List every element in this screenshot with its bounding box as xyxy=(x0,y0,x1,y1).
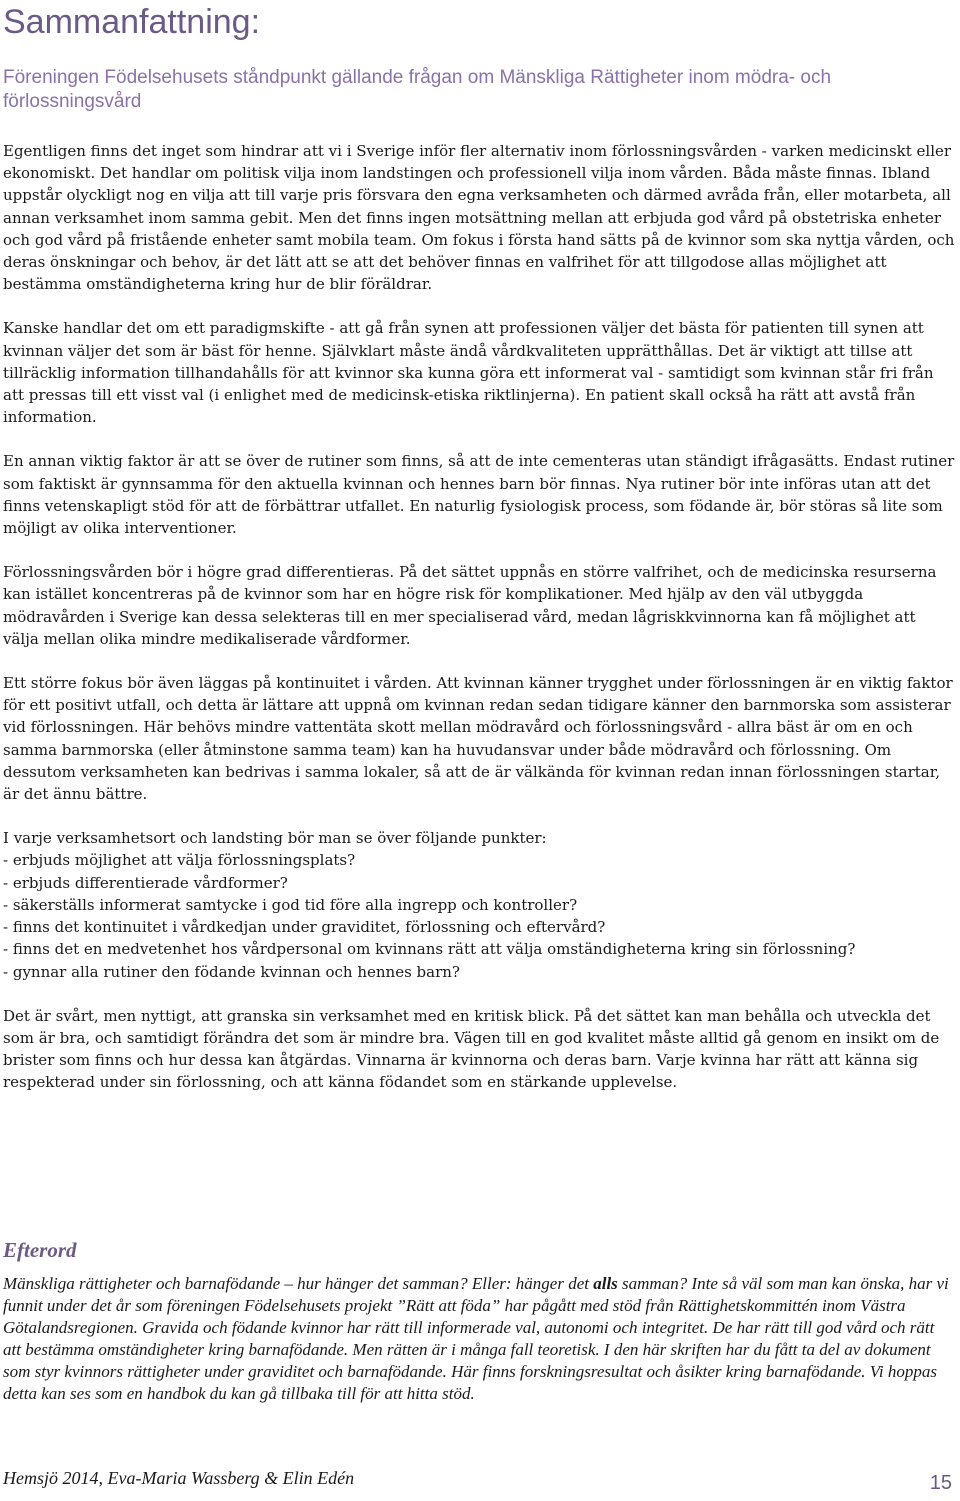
afterword-bold-word: alls xyxy=(593,1274,618,1293)
footer-credit: Hemsjö 2014, Eva-Maria Wassberg & Elin Edén xyxy=(3,1468,355,1488)
summary-body xyxy=(3,140,955,1116)
list-item: - finns det en medvetenhet hos vårdpersonal om kvinnans rätt att välja omständigheterna kring sin förlossning? xyxy=(3,940,856,959)
afterword-text-start: Mänskliga rättigheter och barnafödande – hur hänger det samman? Eller: hänger det xyxy=(3,1274,594,1293)
afterword-text-end: samman? Inte så väl som man kan önska, har vi funnit under det år som föreningen Födelsehusets projekt ”Rätt att föda” har pågått med stöd från Rättighetskommittén inom Västra Götalandsregionen. Gravida och födande kvinnor har rätt till informerade val, autonomi och integritet. De har rätt till god vård och rätt att bestämma omständigheter kring barnafödande. Men rätten är i många fall teoretisk. I den här skriften har du fått ta del av dokument som styr kvinnors rättigheter under graviditet och barnafödande. Här finns forskningsresultat och åsikter kring barnafödande. Vi hoppas detta kan ses som en handbok du kan gå tillbaka till för att hitta stöd. xyxy=(3,1274,949,1404)
afterword-text xyxy=(3,1273,955,1406)
paragraph-2: Kanske handlar det om ett paradigmskifte - att gå från synen att professionen väljer det bästa för patienten till synen att kvinnan väljer det som är bäst för henne. Självklart måste ändå vårdkvaliteten upprätthållas. Det är viktigt att tillse att tillräcklig information tillhandahålls för att kvinnor ska kunna göra ett informerat val - samtidigt som kvinnan står fri från att pressas till ett visst val (i enlighet med de medicinsk-etiska riktlinjerna). En patient skall också ha rätt att avstå från information. xyxy=(3,319,934,427)
list-item: - säkerställs informerat samtycke i god tid före alla ingrepp och kontroller? xyxy=(3,895,578,914)
page-title: Sammanfattning: xyxy=(3,3,261,41)
checklist-intro: I varje verksamhetsort och landsting bör man se över följande punkter: xyxy=(3,829,547,848)
list-item: - erbjuds möjlighet att välja förlossningsplats? xyxy=(3,851,356,870)
list-item: - erbjuds differentierade vårdformer? xyxy=(3,873,288,892)
paragraph-3: En annan viktig faktor är att se över de rutiner som finns, så att de inte cementeras utan ständigt ifrågasätts. Endast rutiner som faktiskt är gynnsamma för den aktuella kvinnan och hennes barn bör finnas. Nya rutiner bör inte införas utan att det finns vetenskapligt stöd för att de förbättrar utfallet. En naturlig fysiologisk process, som födande är, bör störas så lite som möjligt av olika interventioner. xyxy=(3,452,955,538)
list-item: - finns det kontinuitet i vårdkedjan under graviditet, förlossning och eftervård? xyxy=(3,918,606,937)
afterword-title: Efterord xyxy=(3,1238,77,1262)
list-item: - gynnar alla rutiner den födande kvinnan och hennes barn? xyxy=(3,962,460,981)
checklist xyxy=(3,849,955,982)
paragraph-4: Förlossningsvården bör i högre grad differentieras. På det sättet uppnås en större valfrihet, och de medicinska resurserna kan istället koncentreras på de kvinnor som har en högre risk för komplikationer. Med hjälp av den väl utbyggda mödravården i Sverige kan dessa selekteras till en mer specialiserad vård, medan lågriskkvinnorna kan få möjlighet att välja mellan olika mindre medikaliserade vårdformer. xyxy=(3,563,937,648)
paragraph-1: Egentligen finns det inget som hindrar att vi i Sverige inför fler alternativ inom förlossningsvården - varken medicinskt eller ekonomiskt. Det handlar om politisk vilja inom landstingen och professionell vilja inom vården. Båda måste finnas. Ibland uppstår olyckligt nog en vilja att till varje pris försvara den egna verksamheten och därmed avråda från, eller motarbeta, all annan verksamhet inom samma gebit. Men det finns ingen motsättning mellan att erbjuda god vård på obstetriska enheter och god vård på fristående enheter samt mobila team. Om fokus i första hand sätts på de kvinnor som ska nyttja vården, och deras önskningar och behov, är det lätt att se att det behöver finnas en valfrihet för att tillgodose allas möjlighet att bestämma omständigheterna kring hur de blir föräldrar. xyxy=(3,142,955,294)
paragraph-5: Ett större fokus bör även läggas på kontinuitet i vården. Att kvinnan känner trygghet under förlossningen är en viktig faktor för ett positivt utfall, och detta är lättare att uppnå om kvinnan redan sedan tidigare känner den barnmorska som assisterar vid förlossningen. Här behövs mindre vattentäta skott mellan mödravård och förlossningsvård - allra bäst är om en och samma barnmorska (eller åtminstone samma team) kan ha huvudansvar under både mödravård och förlossning. Om dessutom verksamheten kan bedrivas i samma lokaler, så att de är välkända för kvinnan redan innan förlossningen startar, är det ännu bättre. xyxy=(3,674,953,804)
closing-paragraph: Det är svårt, men nyttigt, att granska sin verksamhet med en kritisk blick. På det sättet kan man behålla och utveckla det som är bra, och samtidigt förändra det som är mindre bra. Vägen till en god kvalitet måste alltid gå genom en insikt om de brister som finns och hur dessa kan åtgärdas. Vinnarna är kvinnorna och deras barn. Varje kvinna har rätt att känna sig respekterad under sin förlossning, och att känna födandet som en stärkande upplevelse. xyxy=(3,1006,940,1092)
page-number: 15 xyxy=(929,1472,952,1494)
page-subtitle: Föreningen Födelsehusets ståndpunkt gällande frågan om Mänskliga Rättigheter inom mödra- och förlossningsvård xyxy=(3,67,832,112)
